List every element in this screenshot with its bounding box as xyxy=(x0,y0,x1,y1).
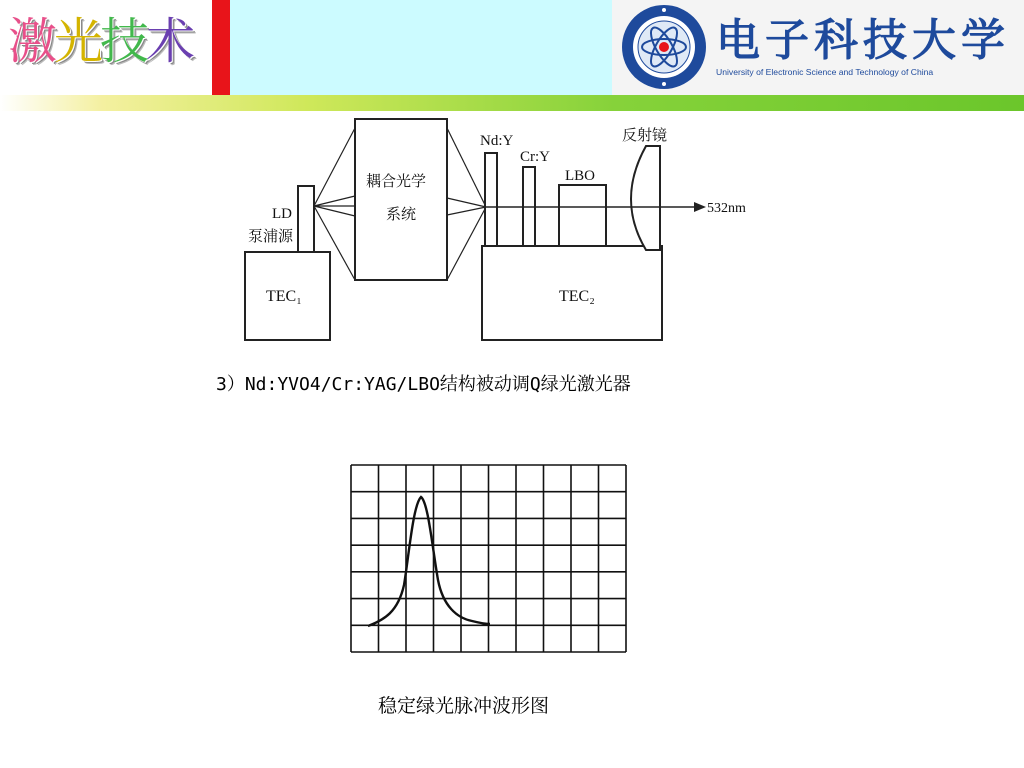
ld-pump-block xyxy=(298,186,314,252)
university-name-en: University of Electronic Science and Technology of China xyxy=(716,67,934,77)
pump-source-label: 泵浦源 xyxy=(248,229,294,245)
nd-y-label: Nd:Y xyxy=(480,133,514,149)
nd-yvo4-crystal xyxy=(485,153,497,246)
coupling-optics-box xyxy=(355,119,447,280)
title-char: 光 xyxy=(54,13,101,70)
title-char: 技 xyxy=(100,13,147,70)
university-name-cn: 电子科技大学 xyxy=(716,15,1010,66)
cr-y-label: Cr:Y xyxy=(520,149,550,165)
pulse-waveform-curve xyxy=(368,497,490,626)
structure-caption: 3）Nd:YVO4/Cr:YAG/LBO结构被动调Q绿光激光器 xyxy=(216,374,631,395)
title-char: 术 xyxy=(146,13,193,70)
coupling-label-line1: 耦合光学 xyxy=(366,174,427,190)
tec2-label: TEC₂ xyxy=(559,288,595,305)
mirror-label: 反射镜 xyxy=(622,128,668,144)
lbo-label: LBO xyxy=(565,168,595,184)
output-wavelength-label: 532nm xyxy=(707,201,746,216)
laser-structure-diagram xyxy=(0,0,1024,360)
tec1-label: TEC₁ xyxy=(266,288,302,305)
title-char: 激 xyxy=(8,13,55,70)
coupling-label-line2: 系统 xyxy=(386,207,417,223)
ld-label: LD xyxy=(272,206,292,222)
waveform-grid xyxy=(351,465,626,652)
lbo-crystal xyxy=(559,185,606,246)
waveform-caption: 稳定绿光脉冲波形图 xyxy=(378,695,550,717)
